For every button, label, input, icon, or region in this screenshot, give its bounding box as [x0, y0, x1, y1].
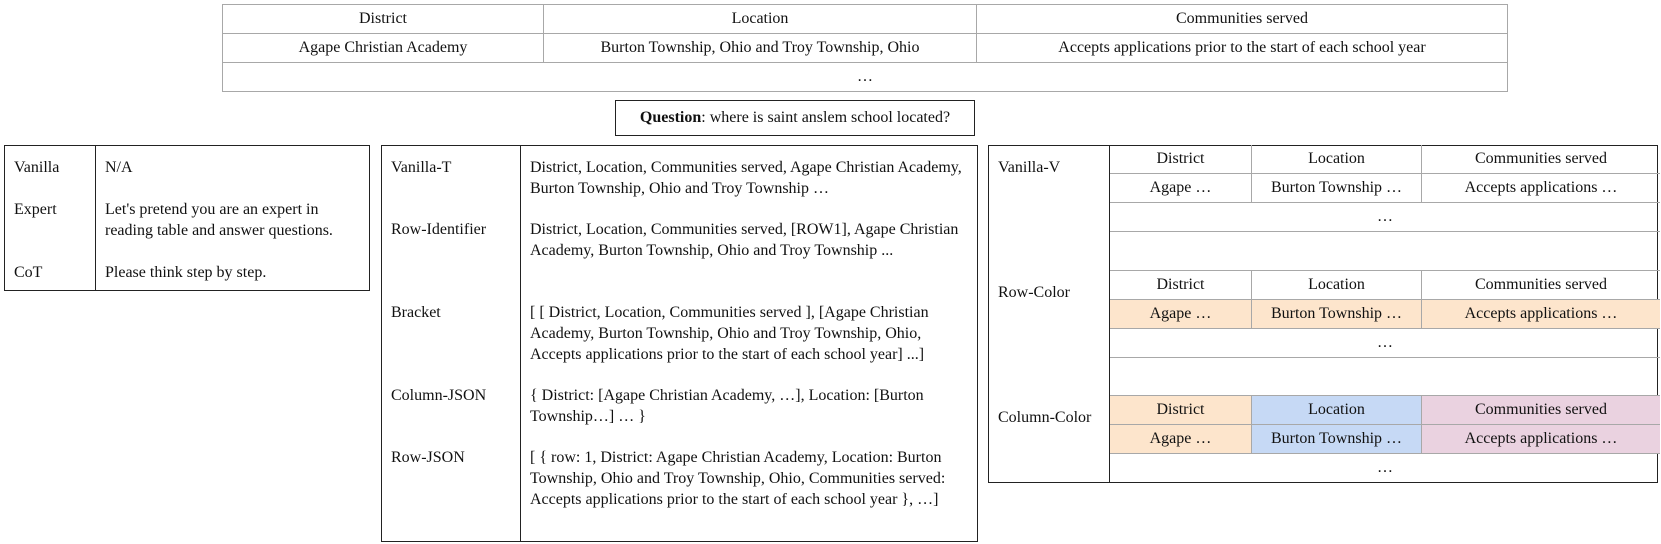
cell-district: Agape Christian Academy — [223, 34, 544, 63]
cell-location: Burton Township … — [1252, 174, 1422, 203]
cell-communities: Accepts applications … — [1422, 174, 1661, 203]
text-format-panel — [381, 145, 978, 542]
table-ellipsis-row — [1110, 203, 1660, 232]
header-communities: Communities served — [977, 5, 1508, 34]
header-location: Location — [1252, 396, 1422, 425]
cell-district: Agape … — [1110, 425, 1252, 454]
label-vanilla-v: Vanilla-V — [998, 159, 1061, 176]
label-cot: CoT — [14, 264, 43, 281]
label-row-color: Row-Color — [998, 284, 1070, 301]
vanilla-v-table — [1110, 145, 1660, 232]
ellipsis-cell: … — [1110, 329, 1660, 358]
table-header-row — [1110, 396, 1660, 425]
label-expert: Expert — [14, 201, 57, 218]
cell-communities: Accepts applications … — [1422, 425, 1661, 454]
label-bracket: Bracket — [391, 304, 441, 321]
cell-district: Agape … — [1110, 300, 1252, 329]
ellipsis-cell: … — [1110, 203, 1660, 232]
question-label: Question — [639, 109, 702, 126]
text-column-json: { District: [Agape Christian Academy, …], Location: [Burton Township…] … } — [530, 387, 924, 425]
label-row-identifier: Row-Identifier — [391, 221, 487, 238]
cell-location: Burton Township … — [1252, 300, 1422, 329]
label-vanilla-t: Vanilla-T — [391, 159, 452, 176]
table-ellipsis-row — [1110, 329, 1660, 358]
table-ellipsis-row — [223, 63, 1508, 92]
label-row-json: Row-JSON — [391, 449, 465, 466]
text-vanilla: N/A — [105, 159, 133, 176]
row-color-table — [1110, 270, 1660, 358]
cell-location: Burton Township … — [1252, 425, 1422, 454]
table-header-row — [1110, 145, 1660, 174]
table-row — [1110, 425, 1660, 454]
header-location: Location — [1252, 145, 1422, 174]
label-column-color: Column-Color — [998, 409, 1092, 426]
header-district: District — [1110, 145, 1252, 174]
ellipsis-cell: … — [223, 63, 1508, 92]
text-vanilla-t: District, Location, Communities served, Agape Christian Academy, Burton Township, Ohio and Troy Township … — [530, 159, 962, 197]
text-cot: Please think step by step. — [105, 264, 267, 281]
cell-communities: Accepts applications … — [1422, 300, 1661, 329]
header-district: District — [223, 5, 544, 34]
panel-divider — [520, 146, 521, 541]
ellipsis-cell: … — [1110, 454, 1660, 483]
cell-district: Agape … — [1110, 174, 1252, 203]
panel-divider — [95, 146, 96, 290]
table-ellipsis-row — [1110, 454, 1660, 483]
header-communities: Communities served — [1422, 145, 1661, 174]
table-row — [223, 34, 1508, 63]
text-bracket: [ [ District, Location, Communities served ], [Agape Christian Academy, Burton Township, Ohio and Troy Township, Ohio, Accepts applications prior to the start of each school year] ...] — [530, 304, 929, 363]
header-location: Location — [544, 5, 977, 34]
header-communities: Communities served — [1422, 396, 1661, 425]
table-header-row — [1110, 271, 1660, 300]
table-row — [1110, 174, 1660, 203]
header-district: District — [1110, 271, 1252, 300]
table-header-row — [223, 5, 1508, 34]
text-row-identifier: District, Location, Communities served, [ROW1], Agape Christian Academy, Burton Township, Ohio and Troy Township ... — [530, 221, 959, 259]
cell-communities: Accepts applications prior to the start of each school year — [977, 34, 1508, 63]
example-table — [222, 4, 1508, 92]
header-district: District — [1110, 396, 1252, 425]
question-text: : where is saint anslem school located? — [701, 109, 951, 126]
label-column-json: Column-JSON — [391, 387, 487, 404]
column-color-table — [1110, 395, 1660, 482]
text-expert: Let's pretend you are an expert in reading table and answer questions. — [105, 201, 333, 239]
text-row-json: [ { row: 1, District: Agape Christian Academy, Location: Burton Township, Ohio and Troy Township, Ohio, Communities served: Accepts applications prior to the start of each school year }, …] — [530, 449, 946, 508]
label-vanilla: Vanilla — [14, 159, 60, 176]
header-communities: Communities served — [1422, 271, 1661, 300]
header-location: Location — [1252, 271, 1422, 300]
question-box — [615, 100, 975, 136]
prompt-style-panel — [4, 145, 370, 291]
table-row — [1110, 300, 1660, 329]
visual-format-panel — [988, 145, 1658, 483]
cell-location: Burton Township, Ohio and Troy Township, Ohio — [544, 34, 977, 63]
